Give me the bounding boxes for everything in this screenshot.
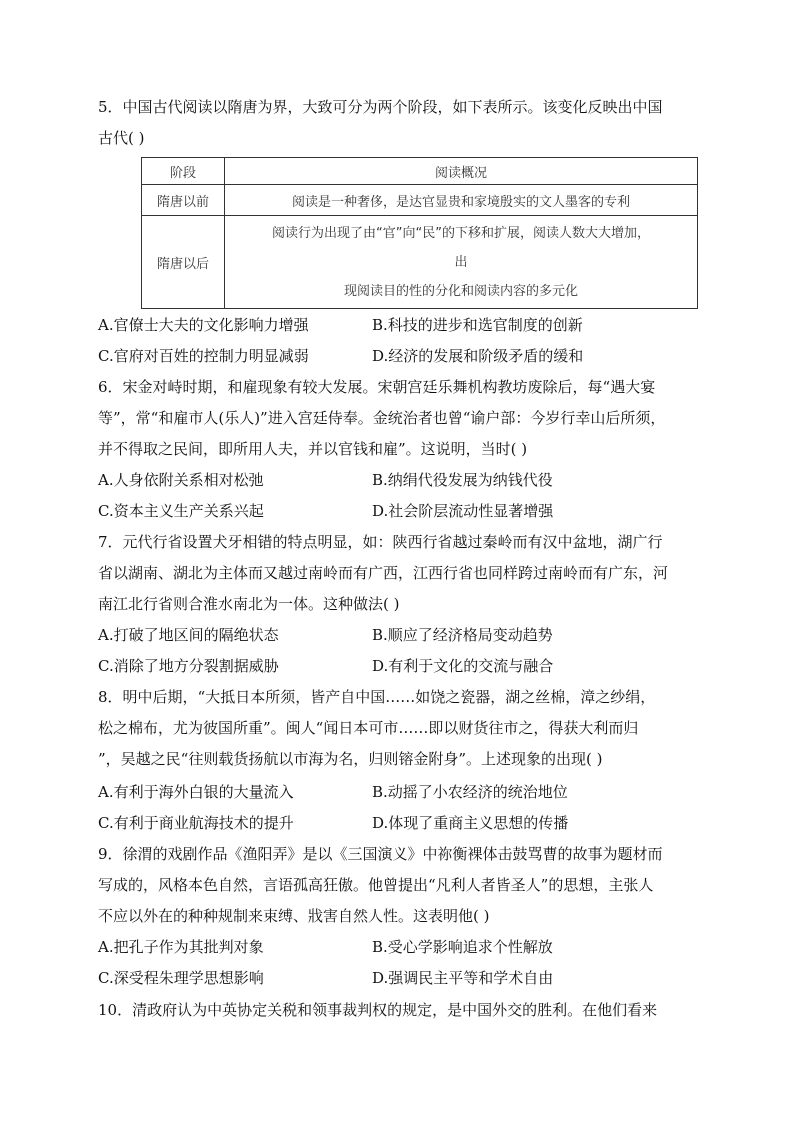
q5-option-a[interactable]: A.官僚士大夫的文化影响力增强 [98, 316, 309, 334]
q7-option-a[interactable]: A.打破了地区间的隔绝状态 [98, 626, 279, 644]
q6-stem-line-2: 等”，常“和雇市人(乐人)”进入宫廷侍奉。金统治者也曾“谕户部：今岁行幸山后所须， [98, 409, 666, 427]
q8-option-c[interactable]: C.有利于商业航海技术的提升 [98, 814, 294, 832]
q8-stem-line-2: 松之棉布，尤为彼国所重”。闽人“闻日本可市……即以财货往市之，得获大利而归 [98, 719, 639, 737]
reading-table [141, 157, 698, 309]
table-cell-stage: 隋唐以前 [142, 185, 225, 216]
table-header-stage: 阶段 [142, 158, 225, 185]
q6-option-b[interactable]: B.纳绢代役发展为纳钱代役 [372, 471, 553, 489]
table-header-row [142, 158, 698, 185]
q8-option-d[interactable]: D.体现了重商主义思想的传播 [372, 814, 569, 832]
q7-option-c[interactable]: C.消除了地方分裂割据威胁 [98, 657, 279, 675]
q6-option-c[interactable]: C.资本主义生产关系兴起 [98, 502, 264, 520]
q6-stem-line-3: 并不得取之民间，即所用人夫，并以官钱和雇”。这说明，当时( ) [98, 440, 528, 458]
q7-stem-line-2: 省以湖南、湖北为主体而又越过南岭而有广西，江西行省也同样跨过南岭而有广东，河 [98, 564, 669, 582]
table-cell-overview: 阅读是一种奢侈，是达官显贵和家境殷实的文人墨客的专利 [225, 185, 698, 216]
table-row [142, 216, 698, 309]
q9-option-d[interactable]: D.强调民主平等和学术自由 [372, 969, 554, 987]
q9-option-a[interactable]: A.把孔子作为其批判对象 [98, 938, 264, 956]
q7-stem-line-3: 南江北行省则合淮水南北为一体。这种做法( ) [98, 595, 400, 613]
q9-option-b[interactable]: B.受心学影响追求个性解放 [372, 938, 553, 956]
q10-stem-line-1: 10．清政府认为中英协定关税和领事裁判权的规定，是中国外交的胜利。在他们看来 [98, 1001, 658, 1019]
q9-option-c[interactable]: C.深受程朱理学思想影响 [98, 969, 264, 987]
q9-stem-line-1: 9．徐渭的戏剧作品《渔阳弄》是以《三国演义》中祢衡裸体击鼓骂曹的故事为题材而 [98, 845, 663, 863]
q8-stem-line-1: 8．明中后期，“大抵日本所须，皆产自中国……如饶之瓷器，湖之丝棉，漳之纱绢， [98, 688, 656, 706]
q6-option-a[interactable]: A.人身依附关系相对松弛 [98, 471, 264, 489]
q5-stem-line-2: 古代( ) [98, 129, 145, 147]
q6-stem-line-1: 6．宋金对峙时期，和雇现象有较大发展。宋朝宫廷乐舞机构教坊废除后，每“遇大宴 [98, 378, 656, 396]
table-cell-overview [225, 216, 698, 309]
table-cell-stage: 隋唐以后 [142, 216, 225, 309]
table-cell-line: 出 [454, 254, 468, 270]
q5-stem-line-1: 5．中国古代阅读以隋唐为界，大致可分为两个阶段，如下表所示。该变化反映出中国 [98, 98, 663, 116]
q9-stem-line-3: 不应以外在的种种规制来束缚、戕害自然人性。这表明他( ) [98, 907, 490, 925]
table-header-overview: 阅读概况 [225, 158, 698, 185]
table-row [142, 185, 698, 216]
q5-option-d[interactable]: D.经济的发展和阶级矛盾的缓和 [372, 347, 584, 365]
q5-option-c[interactable]: C.官府对百姓的控制力明显减弱 [98, 347, 309, 365]
q9-stem-line-2: 写成的，风格本色自然，言语孤高狂傲。他曾提出“凡利人者皆圣人”的思想，主张人 [98, 876, 654, 894]
q5-option-b[interactable]: B.科技的进步和选官制度的创新 [372, 316, 583, 334]
table-cell-line: 阅读行为出现了由“官”向“民”的下移和扩展，阅读人数大大增加， [272, 225, 650, 241]
q8-stem-line-3: ”，吴越之民“往则载货扬航以市海为名，归则镕金附身”。上述现象的出现( ) [98, 750, 603, 768]
q7-option-d[interactable]: D.有利于文化的交流与融合 [372, 657, 554, 675]
q8-option-a[interactable]: A.有利于海外白银的大量流入 [98, 783, 294, 801]
table-cell-line: 现阅读目的性的分化和阅读内容的多元化 [343, 283, 578, 299]
q7-stem-line-1: 7．元代行省设置犬牙相错的特点明显，如：陕西行省越过秦岭而有汉中盆地，湖广行 [98, 533, 663, 551]
q6-option-d[interactable]: D.社会阶层流动性显著增强 [372, 502, 554, 520]
q7-option-b[interactable]: B.顺应了经济格局变动趋势 [372, 626, 553, 644]
q8-option-b[interactable]: B.动摇了小农经济的统治地位 [372, 783, 568, 801]
